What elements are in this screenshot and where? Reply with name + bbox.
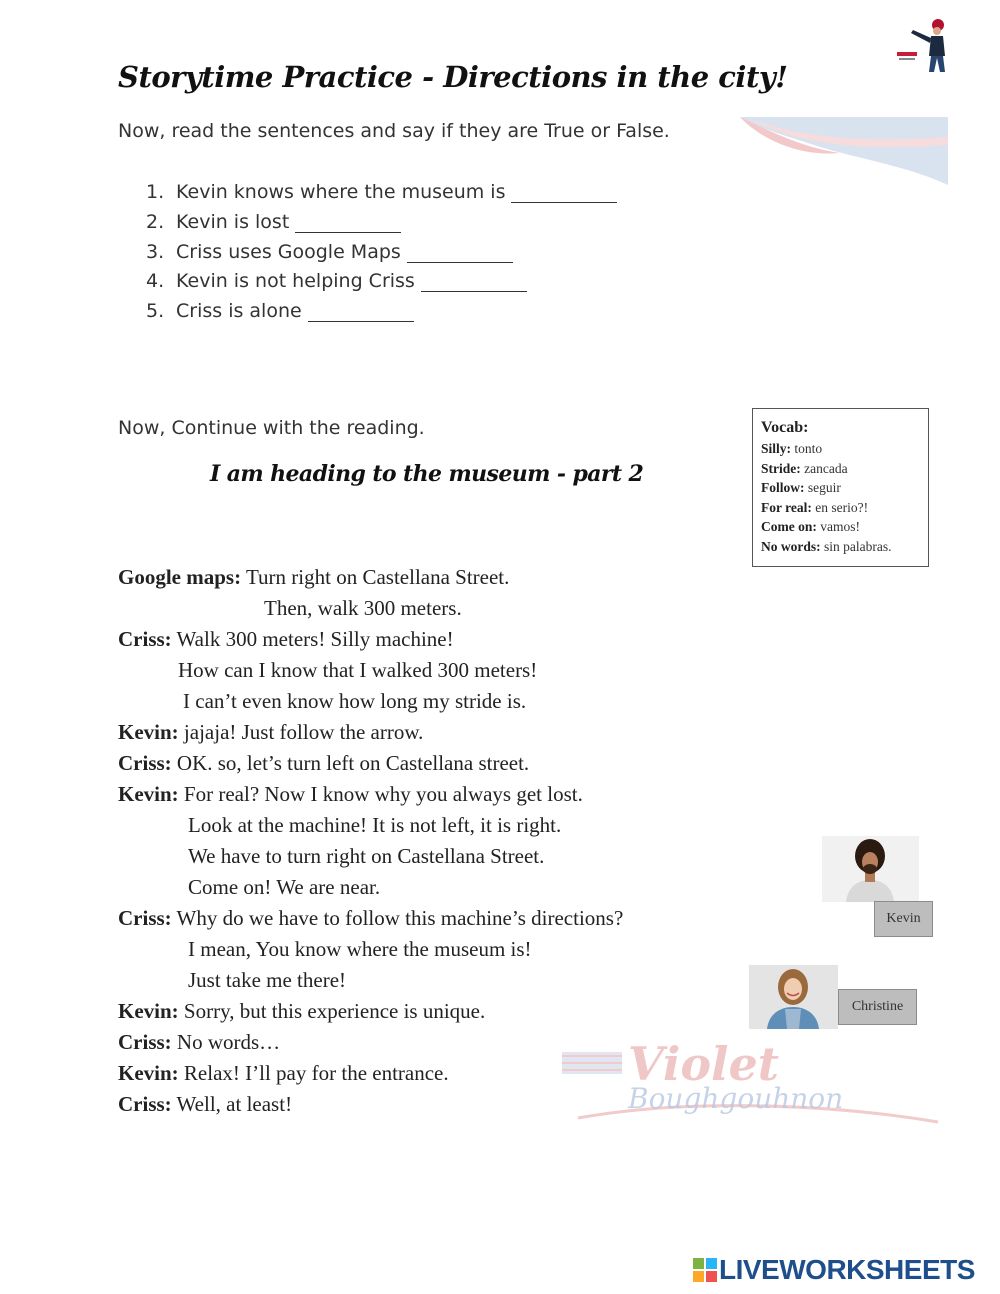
- question-text: Kevin knows where the museum is: [176, 181, 506, 203]
- question-text: Kevin is not helping Criss: [176, 270, 415, 293]
- dialogue-line: Look at the machine! It is not left, it is right.: [188, 813, 562, 837]
- dialogue-line: Criss: Walk 300 meters! Silly machine!: [118, 627, 454, 651]
- continue-text: Now, Continue with the reading.: [118, 417, 425, 439]
- dialogue-line: Criss: Why do we have to follow this machine’s directions?: [118, 906, 624, 930]
- dialogue-line: Then, walk 300 meters.: [264, 596, 462, 620]
- kevin-label: Kevin: [874, 901, 933, 937]
- answer-blank-3[interactable]: [407, 243, 513, 263]
- dialogue-line: Criss: OK. so, let’s turn left on Castellana street.: [118, 751, 530, 775]
- dancer-image: [893, 16, 951, 74]
- christine-label: Christine: [838, 989, 917, 1025]
- dialogue-line: Just take me there!: [188, 968, 347, 992]
- question-item: [146, 178, 617, 208]
- answer-blank-1[interactable]: [511, 183, 617, 203]
- dialogue-line: We have to turn right on Castellana Street.: [188, 844, 545, 868]
- question-item: [146, 267, 617, 297]
- vocab-box: [752, 408, 929, 567]
- svg-text:Violet: Violet: [628, 1037, 780, 1091]
- question-number: 3.: [146, 240, 165, 263]
- vocab-item: Stride: zancada: [761, 460, 848, 476]
- dialogue-line: Criss: No words…: [118, 1030, 281, 1054]
- dialogue-line: Google maps: Turn right on Castellana Street.: [118, 565, 510, 589]
- liveworksheets-logo: [693, 1254, 975, 1286]
- dialogue-line: Kevin: Sorry, but this experience is unique.: [118, 999, 486, 1023]
- question-item: [146, 208, 617, 238]
- dialogue-line: How can I know that I walked 300 meters!: [178, 658, 538, 682]
- dialogue-line: Kevin: jajaja! Just follow the arrow.: [118, 720, 424, 744]
- vocab-item: Come on: vamos!: [761, 519, 860, 535]
- dialogue-line: I mean, You know where the museum is!: [188, 937, 532, 961]
- answer-blank-5[interactable]: [308, 302, 414, 322]
- dialogue-line: Criss: Well, at least!: [118, 1092, 293, 1116]
- vocab-item: Silly: tonto: [761, 441, 823, 456]
- question-number: 5.: [146, 300, 165, 323]
- question-number: 4.: [146, 270, 165, 293]
- vocab-item: Follow: seguir: [761, 480, 841, 496]
- christine-photo: [749, 965, 838, 1029]
- dialogue-line: I can’t even know how long my stride is.: [183, 689, 527, 713]
- dialogue-block: [118, 562, 623, 1120]
- question-number: 2.: [146, 210, 165, 233]
- vocab-item: No words: sin palabras.: [761, 538, 892, 554]
- question-text: Criss is alone: [176, 300, 302, 323]
- decorative-swoosh: [740, 117, 950, 187]
- story-subtitle: I am heading to the museum - part 2: [210, 461, 644, 487]
- vocab-item: For real: en serio?!: [761, 499, 869, 515]
- question-text: Kevin is lost: [176, 210, 290, 233]
- kevin-photo: [822, 836, 919, 902]
- svg-text:Boughgouhnon: Boughgouhnon: [628, 1082, 844, 1115]
- liveworksheets-logo-text: LIVEWORKSHEETS: [719, 1254, 975, 1285]
- true-false-question-list: [146, 178, 617, 327]
- dialogue-line: Kevin: Relax! I’ll pay for the entrance.: [118, 1061, 449, 1085]
- question-item: [146, 238, 617, 268]
- question-text: Criss uses Google Maps: [176, 240, 401, 263]
- liveworksheets-logo-icon: [693, 1258, 717, 1282]
- worksheet-title: Storytime Practice - Directions in the city!: [118, 60, 788, 94]
- answer-blank-2[interactable]: [295, 213, 401, 233]
- question-item: [146, 297, 617, 327]
- question-number: 1.: [146, 181, 165, 203]
- dialogue-line: Kevin: For real? Now I know why you always get lost.: [118, 782, 583, 806]
- instruction-text: Now, read the sentences and say if they are True or False.: [118, 120, 670, 142]
- answer-blank-4[interactable]: [421, 272, 527, 292]
- vocab-heading: Vocab:: [761, 419, 809, 436]
- dialogue-line: Come on! We are near.: [188, 875, 381, 899]
